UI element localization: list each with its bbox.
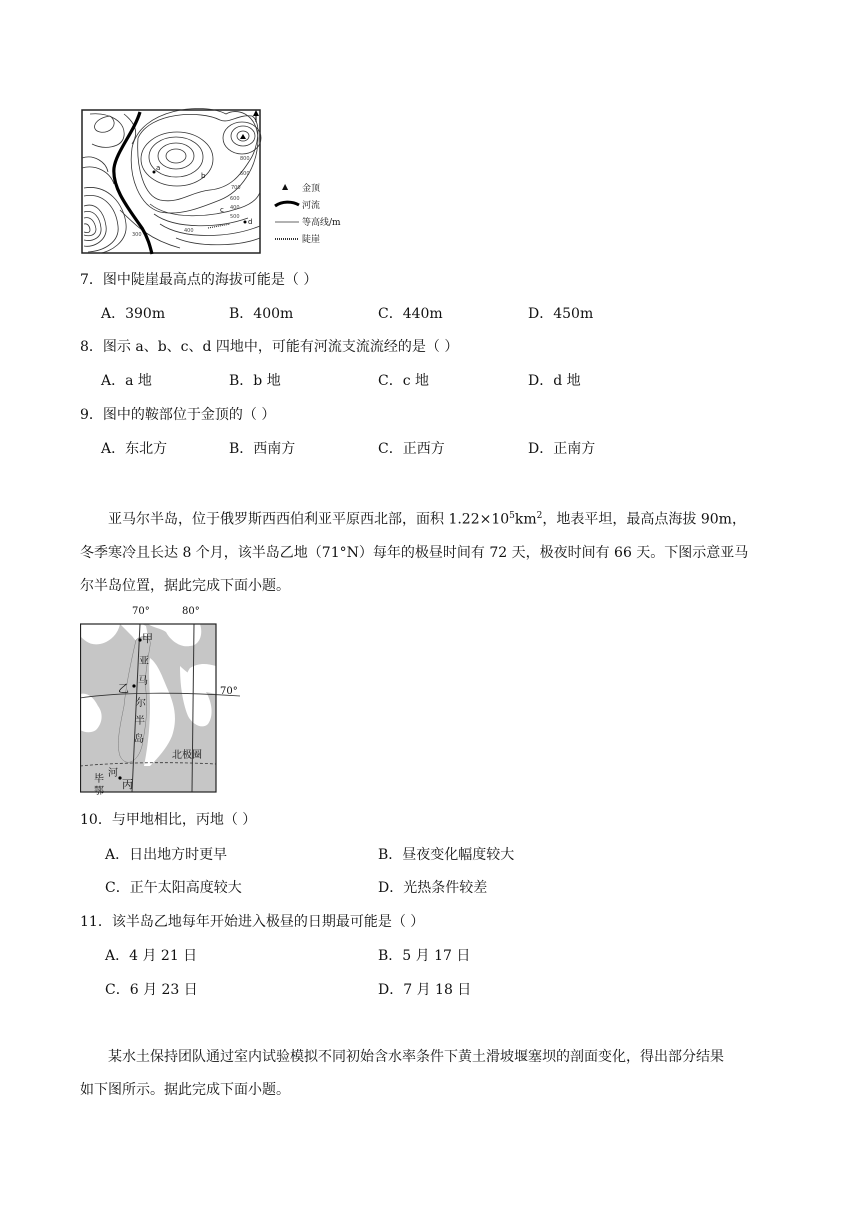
q8-option-b[interactable]: B．b 地 (229, 373, 281, 389)
map-legend (272, 180, 362, 252)
q7-option-d[interactable]: D．450m (528, 306, 594, 322)
river-label-char: 毕 (94, 774, 104, 785)
passage-yamal (80, 500, 780, 603)
point-label: c (220, 206, 224, 214)
contour-label: 600 (240, 171, 250, 177)
peninsula-label-char: 亚 (139, 656, 149, 667)
q8-option-d[interactable]: D．d 地 (528, 373, 581, 389)
peninsula-label-char: 岛 (134, 734, 144, 745)
question-11-stem: 11．该半岛乙地每年开始进入极昼的日期最可能是（ ） (80, 914, 425, 930)
q10-option-b[interactable]: B．昼夜变化幅度较大 (378, 847, 515, 863)
question-8-stem: 8．图示 a、b、c、d 四地中，可能有河流支流流经的是（ ） (80, 339, 459, 355)
question-7-stem: 7．图中陡崖最高点的海拔可能是（ ） (80, 272, 318, 288)
q11-option-b[interactable]: B．5 月 17 日 (378, 948, 471, 964)
passage-loess-line1: 某水土保持团队通过室内试验模拟不同初始含水率条件下黄土滑坡堰塞坝的剖面变化，得出部分结果 (108, 1049, 724, 1065)
q11-option-d[interactable]: D．7 月 18 日 (378, 982, 472, 998)
contour-line-icon (274, 218, 300, 226)
question-10-stem: 10．与甲地相比，丙地（ ） (80, 812, 257, 828)
exponent: 2 (536, 511, 543, 521)
q9-option-a[interactable]: A．东北方 (101, 441, 168, 457)
q7-option-a[interactable]: A．390m (101, 306, 166, 322)
contour-label: 700 (231, 185, 241, 191)
cliff-icon (274, 235, 300, 243)
q7-option-b[interactable]: B．400m (229, 306, 294, 322)
point-label: d (248, 218, 253, 226)
contour-map-figure (80, 108, 362, 255)
contour-label: 400 (184, 228, 194, 234)
q8-option-a[interactable]: A．a 地 (101, 373, 152, 389)
peninsula-label-char: 马 (138, 676, 148, 687)
question-9-stem: 9．图中的鞍部位于金顶的（ ） (80, 407, 276, 423)
legend-cliff: 陡崖 (302, 235, 321, 245)
contour-label: 500 (230, 214, 240, 220)
passage-text: 亚马尔半岛，位于俄罗斯西西伯利亚平原西北部，面积 1.22×10 (108, 511, 510, 528)
yamal-map-figure (80, 606, 250, 796)
river-label-char: 河 (108, 768, 118, 779)
legend-river: 河流 (302, 201, 321, 211)
point-label: b (201, 172, 206, 180)
latitude-label: 70° (220, 686, 238, 697)
contour-label: 300 (132, 232, 142, 238)
arctic-circle-label: 北极圈 (172, 750, 202, 761)
q10-option-a[interactable]: A．日出地方时更早 (105, 847, 228, 863)
triangle-icon: ▲ (282, 182, 289, 191)
passage-yamal-line1 (80, 500, 780, 537)
peninsula-label-char: 半 (135, 716, 145, 727)
passage-yamal-line2: 冬季寒冷且长达 8 个月，该半岛乙地（71°N）每年的极昼时间有 72 天，极夜时间有 66 天。下图示意亚马 (80, 544, 749, 561)
longitude-label: 80° (182, 606, 200, 617)
q9-option-d[interactable]: D．正南方 (528, 441, 596, 457)
q9-option-b[interactable]: B．西南方 (229, 441, 296, 457)
legend-peak: 金顶 (302, 184, 321, 194)
q10-option-d[interactable]: D．光热条件较差 (378, 880, 488, 896)
yamal-map (80, 606, 250, 796)
q8-option-c[interactable]: C．c 地 (378, 373, 430, 389)
longitude-label: 70° (132, 606, 150, 617)
passage-loess (80, 1041, 780, 1107)
peninsula-label-char: 尔 (136, 698, 146, 709)
point-label: a (156, 164, 161, 172)
contour-label: 400 (230, 205, 240, 211)
q9-option-c[interactable]: C．正西方 (378, 441, 445, 457)
unit-text: km (514, 511, 537, 528)
contour-label: 800 (240, 156, 250, 162)
passage-loess-line2: 如下图所示。据此完成下面小题。 (80, 1082, 290, 1098)
q11-option-c[interactable]: C．6 月 23 日 (105, 982, 198, 998)
place-yi: 乙 (118, 682, 129, 695)
q11-option-a[interactable]: A．4 月 21 日 (105, 948, 198, 964)
contour-label: 600 (230, 196, 240, 202)
q7-option-c[interactable]: C．440m (378, 306, 443, 322)
q10-option-c[interactable]: C．正午太阳高度较大 (105, 880, 242, 896)
legend-contour: 等高线/m (302, 218, 341, 228)
river-line-icon (274, 200, 300, 208)
passage-yamal-line3: 尔半岛位置，据此完成下面小题。 (80, 577, 290, 594)
place-bing: 丙 (122, 778, 133, 791)
exponent: 5 (509, 511, 515, 521)
river-label-char: 鄂 (94, 786, 104, 797)
place-jia: 甲 (142, 632, 153, 645)
passage-text: ，地表平坦，最高点海拔 90m， (542, 511, 746, 528)
